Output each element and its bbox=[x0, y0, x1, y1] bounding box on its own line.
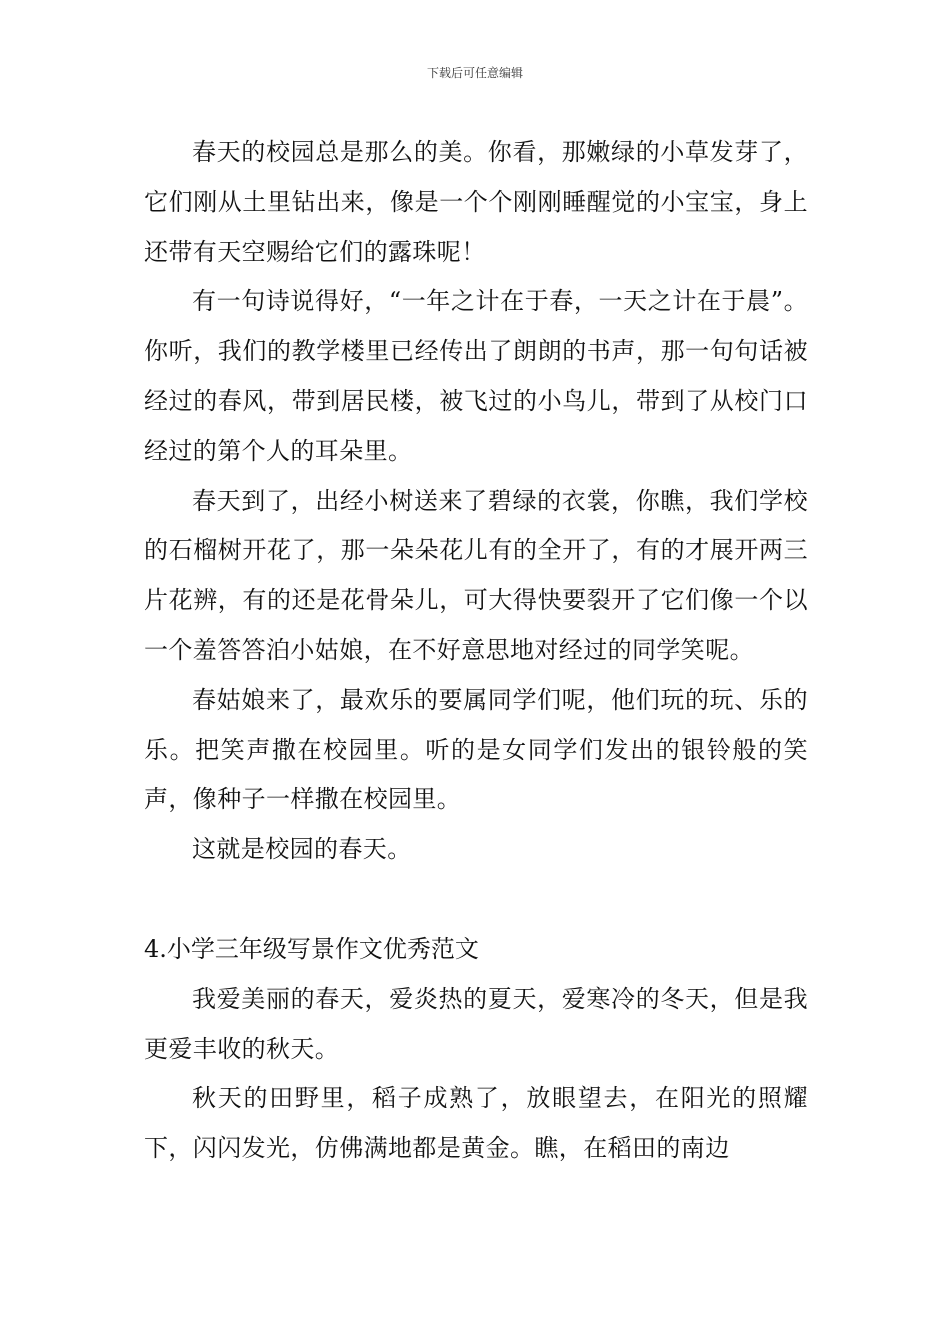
paragraph: 这就是校园的春天。 bbox=[192, 835, 412, 864]
document-body bbox=[144, 128, 808, 1174]
page-header: 下载后可任意编辑 bbox=[426, 66, 523, 80]
paragraph: 春天的校园总是那么的美。你看，那嫩绿的小草发芽了，它们刚从土里钻出来，像是一个个刚刚睡醒觉的小宝宝，身上还带有天空赐给它们的露珠呢！ bbox=[144, 138, 808, 266]
paragraph: 有一句诗说得好，“一年之计在于春，一天之计在于晨”。你听，我们的教学楼里已经传出了朗朗的书声，那一句句话被经过的春风，带到居民楼，被飞过的小鸟儿，带到了从校门口经过的第个人的耳朵里。 bbox=[144, 287, 808, 465]
paragraph: 我爱美丽的春天，爱炎热的夏天，爱寒冷的冬天，但是我更爱丰收的秋天。 bbox=[144, 984, 808, 1063]
paragraph: 春姑娘来了，最欢乐的要属同学们呢，他们玩的玩、乐的乐。把笑声撒在校园里。听的是女同学们发出的银铃般的笑声，像种子一样撒在校园里。 bbox=[144, 685, 808, 814]
paragraph: 秋天的田野里，稻子成熟了，放眼望去，在阳光的照耀下，闪闪发光，仿佛满地都是黄金。瞧，在稻田的南边 bbox=[144, 1084, 808, 1163]
blank-line bbox=[144, 875, 808, 925]
paragraph: 春天到了，出经小树送来了碧绿的衣裳，你瞧，我们学校的石榴树开花了，那一朵朵花儿有的全开了，有的才展开两三片花辨，有的还是花骨朵儿，可大得快要裂开了它们像一个以一个羞答答泊小姑娘，在不好意思地对经过的同学笑呢。 bbox=[144, 486, 808, 664]
section-heading: 4.小学三年级写景作文优秀范文 bbox=[144, 934, 479, 963]
